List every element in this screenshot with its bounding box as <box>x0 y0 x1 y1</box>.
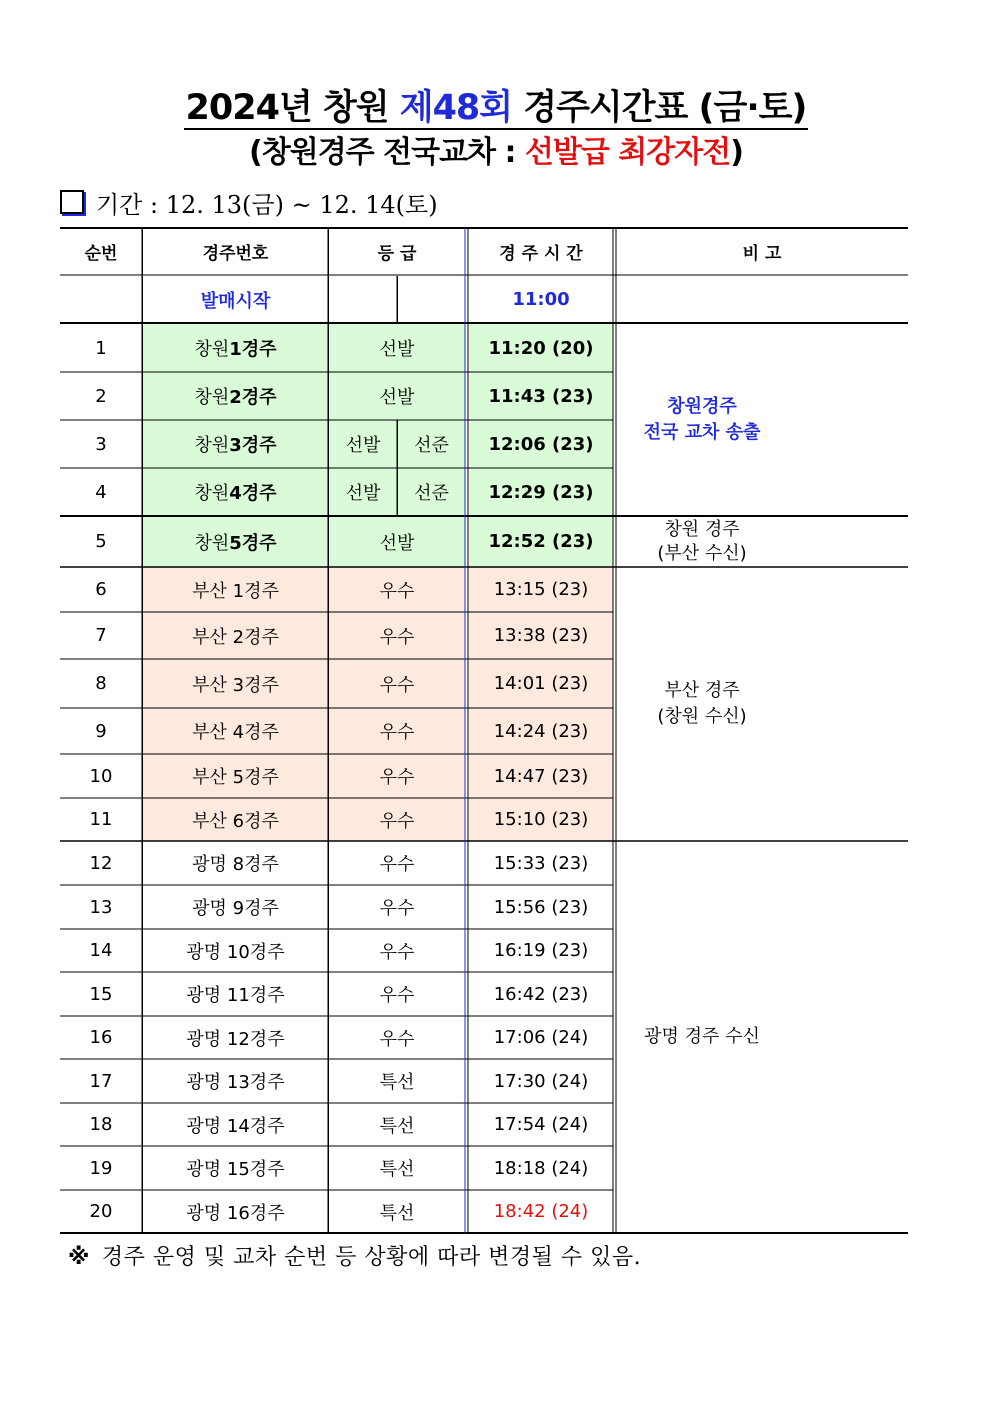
remark-line: (창원 수신) <box>657 706 747 727</box>
row-seq: 6 <box>95 579 107 600</box>
grade: 우수 <box>328 567 465 612</box>
grade: 우수 <box>328 841 465 885</box>
subtitle-highlight: 선발급 최강자전 <box>524 135 731 170</box>
page-title <box>184 88 809 130</box>
race-time: 12:52 (23) <box>469 516 613 567</box>
race-time: 15:10 (23) <box>469 798 613 841</box>
race-time: 11:20 (20) <box>469 324 613 372</box>
grade: 우수 <box>328 798 465 841</box>
race-number: 부산 1경주 <box>142 567 328 612</box>
grade: 우수 <box>328 929 465 972</box>
race-time: 16:42 (23) <box>493 983 589 1005</box>
race-time: 14:47 (23) <box>469 754 613 798</box>
race-num: 2경주 <box>229 387 277 408</box>
race-number <box>142 420 328 468</box>
race-time: 18:42 (24) <box>493 1201 589 1222</box>
race-number <box>142 372 328 420</box>
race-time: 16:19 (23) <box>493 940 589 961</box>
grade: 우수 <box>328 754 465 798</box>
remark-line: 광명 경주 수신 <box>644 1026 760 1047</box>
race-time: 14:01 (23) <box>469 659 613 708</box>
row-seq: 13 <box>89 896 113 918</box>
sale-label: 발매시작 <box>142 276 328 323</box>
title-highlight: 제48회 <box>399 88 513 128</box>
race-time: 11:43 (23) <box>469 372 613 420</box>
race-time: 15:56 (23) <box>493 896 589 918</box>
title-suffix: 경주시간표 (금·토) <box>512 88 807 128</box>
race-number: 광명 9경주 <box>142 885 328 929</box>
race-venue: 창원 <box>194 339 230 360</box>
race-number: 광명 16경주 <box>142 1190 328 1233</box>
race-time: 17:54 (24) <box>493 1114 589 1135</box>
header-grade: 등 급 <box>328 228 465 275</box>
race-venue: 창원 <box>194 532 230 554</box>
row-seq: 9 <box>95 720 107 742</box>
grade: 선발 <box>328 324 465 372</box>
grade: 우수 <box>328 659 465 708</box>
race-num: 1경주 <box>229 339 277 360</box>
race-number: 광명 8경주 <box>142 841 328 885</box>
row-seq: 19 <box>89 1157 113 1179</box>
grade: 선발 <box>328 468 397 516</box>
period-line <box>60 186 438 218</box>
grade: 우수 <box>328 612 465 659</box>
race-time: 12:06 (23) <box>469 420 613 468</box>
race-number <box>142 324 328 372</box>
subtitle-suffix: ) <box>730 135 743 170</box>
race-venue: 창원 <box>194 387 230 408</box>
sale-time: 11:00 <box>512 289 570 310</box>
grade: 우수 <box>328 708 465 754</box>
remark-line: (부산 수신) <box>657 542 747 564</box>
race-num: 4경주 <box>229 483 277 504</box>
row-seq: 17 <box>89 1070 113 1092</box>
race-number: 부산 5경주 <box>142 754 328 798</box>
race-time: 17:30 (24) <box>493 1070 589 1092</box>
grade: 특선 <box>328 1103 465 1146</box>
header-remark: 비 고 <box>742 244 782 264</box>
remark-line: 창원 경주 <box>664 518 740 540</box>
race-number: 광명 10경주 <box>142 929 328 972</box>
race-time: 14:24 (23) <box>469 708 613 754</box>
remark-gwangmyeong <box>556 841 848 1233</box>
race-time: 17:06 (24) <box>493 1027 589 1048</box>
race-time: 13:38 (23) <box>469 612 613 659</box>
race-time: 13:15 (23) <box>469 567 613 612</box>
grade: 선발 <box>328 516 465 567</box>
race-venue: 창원 <box>194 435 230 456</box>
sale-seq <box>60 276 142 323</box>
sale-start-row <box>60 276 908 323</box>
remark-line: 부산 경주 <box>664 680 740 701</box>
race-number: 광명 13경주 <box>142 1059 328 1103</box>
row-seq: 12 <box>89 852 113 874</box>
grade: 우수 <box>328 972 465 1016</box>
grade: 특선 <box>328 1190 465 1233</box>
race-num: 5경주 <box>229 532 277 554</box>
grade: 특선 <box>328 1059 465 1103</box>
row-seq: 10 <box>89 765 113 787</box>
race-number: 부산 6경주 <box>142 798 328 841</box>
row-seq: 1 <box>95 337 107 359</box>
remark-line: 전국 교차 송출 <box>643 422 761 443</box>
subtitle-prefix: (창원경주 전국교차 : <box>249 135 525 170</box>
title-prefix: 2024년 창원 <box>185 88 400 128</box>
period-text: 기간 : 12. 13(금) ~ 12. 14(토) <box>96 190 438 219</box>
header-race: 경주번호 <box>142 228 328 275</box>
sale-grade-1 <box>328 276 397 323</box>
grade: 선발 <box>328 372 465 420</box>
race-time: 18:18 (24) <box>493 1157 589 1179</box>
race-num: 3경주 <box>229 435 277 456</box>
race-time: 15:33 (23) <box>493 852 589 874</box>
race-number: 광명 15경주 <box>142 1146 328 1190</box>
header-seq: 순번 <box>84 244 118 264</box>
grade: 특선 <box>328 1146 465 1190</box>
race-number: 부산 3경주 <box>142 659 328 708</box>
grade: 선발 <box>328 420 397 468</box>
remark-changwon <box>556 324 848 516</box>
race-number: 광명 12경주 <box>142 1016 328 1059</box>
race-number: 부산 4경주 <box>142 708 328 754</box>
row-seq: 16 <box>89 1027 113 1048</box>
race-time: 12:29 (23) <box>469 468 613 516</box>
reference-mark-icon: ※ <box>68 1245 90 1270</box>
grade-2: 선준 <box>397 468 465 516</box>
row-seq: 3 <box>95 433 107 455</box>
row-seq: 7 <box>95 625 107 646</box>
footnote-text: 경주 운영 및 교차 순번 등 상황에 따라 변경될 수 있음. <box>101 1245 642 1270</box>
checkbox-icon <box>60 190 84 214</box>
row-seq: 11 <box>89 809 113 830</box>
row-seq: 4 <box>95 481 107 503</box>
row-seq: 18 <box>89 1114 113 1135</box>
page-subtitle <box>0 134 992 172</box>
row-seq: 15 <box>89 983 113 1005</box>
race-number <box>142 468 328 516</box>
row-seq: 8 <box>95 673 107 694</box>
remark-busan <box>556 567 848 841</box>
sale-grade-2 <box>397 276 465 323</box>
race-venue: 창원 <box>194 483 230 504</box>
grade-2: 선준 <box>397 420 465 468</box>
race-number: 부산 2경주 <box>142 612 328 659</box>
remark-changwon-5 <box>556 516 848 567</box>
race-number: 광명 14경주 <box>142 1103 328 1146</box>
row-seq: 2 <box>95 385 107 407</box>
header-time: 경 주 시 간 <box>499 244 583 264</box>
remark-line: 창원경주 <box>667 396 737 417</box>
footnote <box>68 1240 641 1271</box>
row-seq: 5 <box>95 531 107 552</box>
grade: 우수 <box>328 1016 465 1059</box>
title-wrap <box>0 88 992 130</box>
row-seq: 14 <box>89 940 113 961</box>
race-number <box>142 516 328 567</box>
row-seq: 20 <box>89 1201 113 1222</box>
header-row <box>60 228 908 275</box>
grade: 우수 <box>328 885 465 929</box>
race-number: 광명 11경주 <box>142 972 328 1016</box>
